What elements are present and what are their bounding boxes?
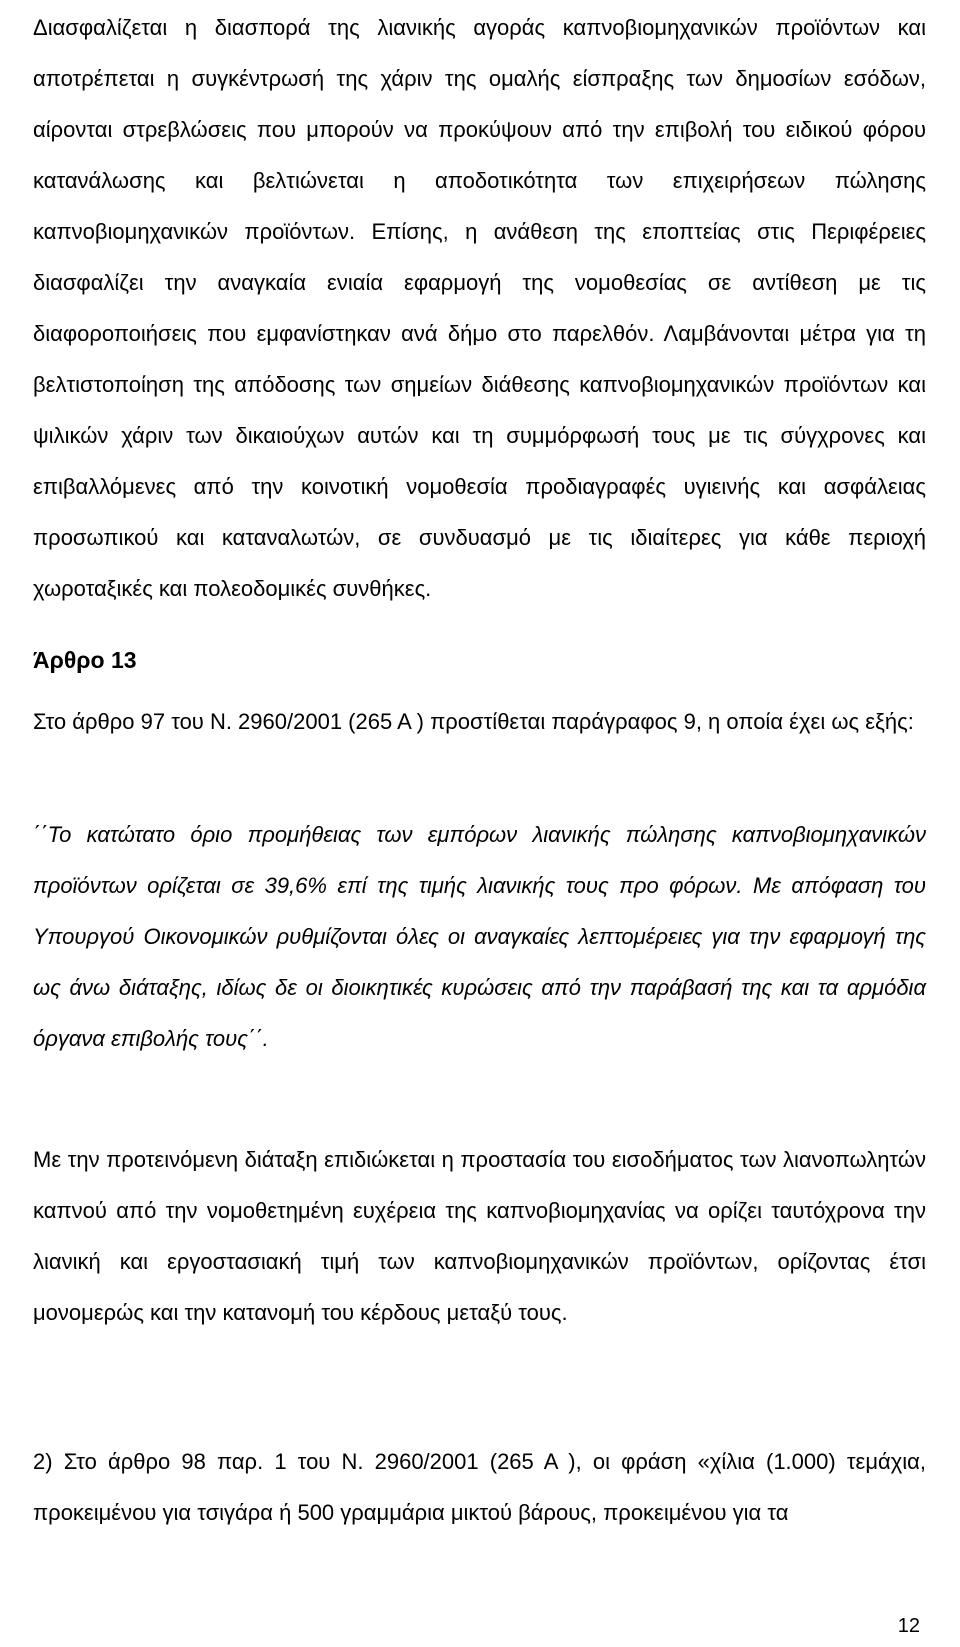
quoted-provision: ΄΄Το κατώτατο όριο προμήθειας των εμπόρων λιανικής πώλησης καπνοβιομηχανικών προϊόντων ορίζεται σε 39,6% επί της τιμής λιανικής τους προ φόρων. Με απόφαση του Υπουργού Οικονομικών ρυθμίζονται όλες οι αναγκαίες λεπτομέρειες για την εφαρμογή της ως άνω διάταξης, ιδίως δε οι διοικητικές κυρώσεις από την παράβασή της και τα αρμόδια όργανα επιβολής τους΄΄. [33,822,926,1051]
paragraph-retail-dispersion: Διασφαλίζεται η διασπορά της λιανικής αγοράς καπνοβιομηχανικών προϊόντων και αποτρέπεται η συγκέντρωσή της χάριν της ομαλής είσπραξης των δημοσίων εσόδων, αίρονται στρεβλώσεις που μπορούν να προκύψουν από την επιβολή του ειδικού φόρου κατανάλωσης και βελτιώνεται η αποδοτικότητα των επιχειρήσεων πώλησης καπνοβιομηχανικών προϊόντων. Επίσης, η ανάθεση της εποπτείας στις Περιφέρειες διασφαλίζει την αναγκαία ενιαία εφαρμογή της νομοθεσίας σε αντίθεση με τις διαφοροποιήσεις που εμφανίστηκαν ανά δήμο στο παρελθόν. Λαμβάνονται μέτρα για τη βελτιστοποίηση της απόδοσης των σημείων διάθεσης καπνοβιομηχανικών προϊόντων και ψιλικών χάριν των δικαιούχων αυτών και τη συμμόρφωσή τους με τις σύγχρονες και επιβαλλόμενες από την κοινοτική νομοθεσία προδιαγραφές υγιεινής και ασφάλειας προσωπικού και καταναλωτών, σε συνδυασμό με τις ιδιαίτερες για κάθε περιοχή χωροταξικές και πολεοδομικές συνθήκες. [33,15,926,601]
paragraph-article-98: 2) Στο άρθρο 98 παρ. 1 του Ν. 2960/2001 (265 Α ), οι φράση «χίλια (1.000) τεμάχια, προκειμένου για τσιγάρα ή 500 γραμμάρια μικτού βάρους, προκειμένου για τα [33,1449,926,1525]
paragraph-article-97: Στο άρθρο 97 του Ν. 2960/2001 (265 Α ) προστίθεται παράγραφος 9, η οποία έχει ως εξής: [33,709,914,734]
article-heading: Άρθρο 13 [33,647,137,673]
paragraph-income-protection: Με την προτεινόμενη διάταξη επιδιώκεται η προστασία του εισοδήματος των λιανοπωλητών καπνού από την νομοθετημένη ευχέρεια της καπνοβιομηχανίας να ορίζει ταυτόχρονα την λιανική και εργοστασιακή τιμή των καπνοβιομηχανικών προϊόντων, ορίζοντας έτσι μονομερώς και την κατανομή του κέρδους μεταξύ τους. [33,1147,926,1325]
page-number: 12 [897,1615,920,1637]
